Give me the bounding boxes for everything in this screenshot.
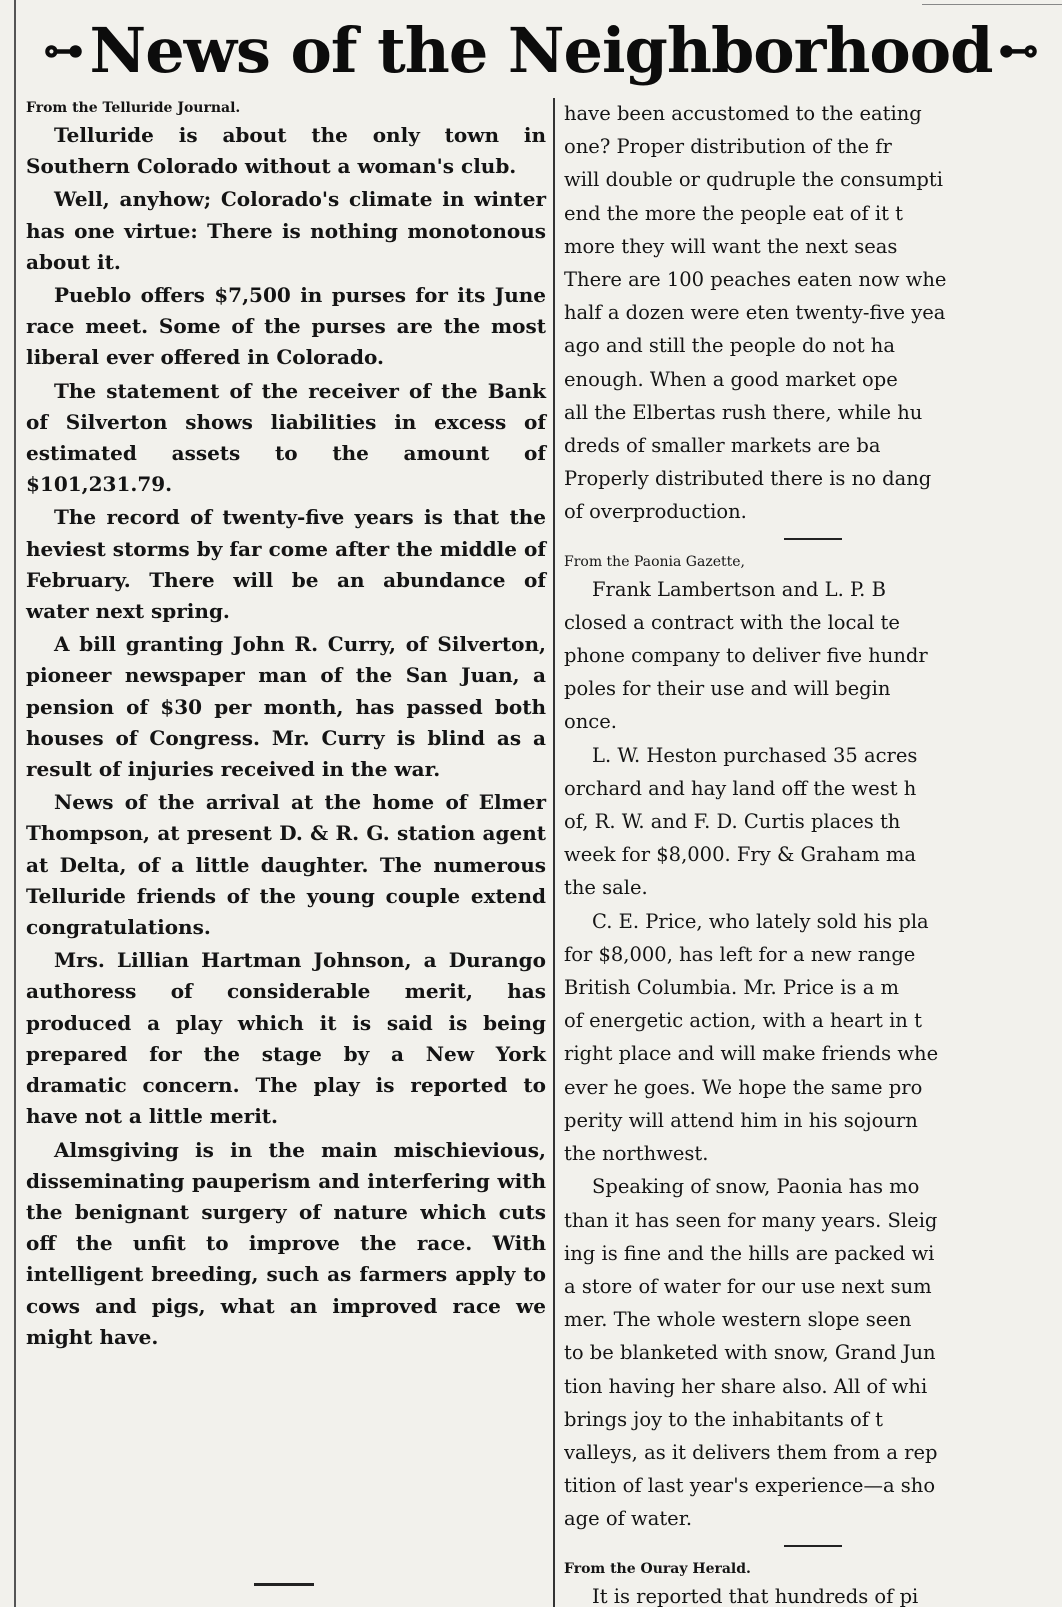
source-line: From the Ouray Herald. <box>564 1560 751 1577</box>
text-line: of overproduction. <box>564 500 747 524</box>
text-line: will double or qudruple the consumpti <box>564 168 943 192</box>
news-item: The record of twenty-five years is that the heviest storms by far come after the middle of February. There will be an abundance of water next spring. <box>26 505 546 624</box>
news-item: Almsgiving is in the main mischievious, disseminating pauperism and interfering with the benignant surgery of nature which cuts off the unfit to improve the race. With intelligent breeding, such as farmers apply to cows and pigs, what an improved race we might have. <box>26 1137 546 1349</box>
text-line: dreds of smaller markets are ba <box>564 434 881 458</box>
news-item: Telluride is about the only town in Southern Colorado without a woman's club. <box>26 123 546 179</box>
text-line: L. W. Heston purchased 35 acres <box>592 743 918 767</box>
news-item: The statement of the receiver of the Bank of Silverton shows liabilities in excess of estimated assets to the amount of $101,231.79. <box>26 378 546 497</box>
text-line: one? Proper distribution of the fr <box>564 135 892 159</box>
ouray-section <box>564 1581 1062 1607</box>
section-separator <box>784 538 842 540</box>
text-line: enough. When a good market ope <box>564 367 898 391</box>
news-item: Well, anyhow; Colorado's climate in winter has one virtue: There is nothing monotonous about it. <box>26 187 546 274</box>
left-ornament: ⊶ <box>43 26 84 74</box>
right-ornament: ⊷ <box>998 26 1039 74</box>
text-line: ago and still the people do not ha <box>564 334 895 358</box>
section-separator <box>254 1583 314 1586</box>
text-line: age of water. <box>564 1507 693 1531</box>
page-edge-rule <box>14 0 16 1607</box>
masthead-title: News of the Neighborhood <box>89 13 993 87</box>
text-line: tion having her share also. All of whi <box>564 1374 928 1398</box>
right-column <box>564 98 1062 1607</box>
text-line: closed a contract with the local te <box>564 610 900 634</box>
text-line: to be blanketed with snow, Grand Jun <box>564 1341 936 1365</box>
text-line: all the Elbertas rush there, while hu <box>564 400 923 424</box>
text-line: mer. The whole western slope seen <box>564 1308 912 1332</box>
text-line: perity will attend him in his sojourn <box>564 1108 918 1132</box>
text-line: It is reported that hundreds of pi <box>592 1584 919 1607</box>
section-separator <box>784 1545 842 1547</box>
text-line: week for $8,000. Fry & Graham ma <box>564 843 917 867</box>
left-column <box>26 98 546 1355</box>
text-line: ever he goes. We hope the same pro <box>564 1075 923 1099</box>
text-line: valleys, as it delivers them from a rep <box>564 1440 938 1464</box>
text-line: a store of water for our use next sum <box>564 1274 932 1298</box>
text-line: of, R. W. and F. D. Curtis places th <box>564 810 901 834</box>
source-line: From the Paonia Gazette, <box>564 553 745 570</box>
text-line: than it has seen for many years. Sleig <box>564 1208 938 1232</box>
text-line: for $8,000, has left for a new range <box>564 942 916 966</box>
text-line: half a dozen were eten twenty-five yea <box>564 301 946 325</box>
text-line: more they will want the next seas <box>564 234 898 258</box>
text-line: the northwest. <box>564 1142 709 1166</box>
text-line: There are 100 peaches eaten now whe <box>564 268 947 292</box>
news-item: Pueblo offers $7,500 in purses for its June race meet. Some of the purses are the most liberal ever offered in Colorado. <box>26 283 546 370</box>
text-line: once. <box>564 710 617 734</box>
text-line: of energetic action, with a heart in t <box>564 1009 922 1033</box>
text-line: tition of last year's experience—a sho <box>564 1474 936 1498</box>
text-line: poles for their use and will begin <box>564 677 891 701</box>
text-line: Frank Lambertson and L. P. B <box>592 577 886 601</box>
column-divider <box>553 98 555 1607</box>
source-line: From the Telluride Journal. <box>26 100 241 116</box>
text-line: end the more the people eat of it t <box>564 201 904 225</box>
text-line: British Columbia. Mr. Price is a m <box>564 976 900 1000</box>
text-line: C. E. Price, who lately sold his pla <box>592 909 929 933</box>
text-line: ing is fine and the hills are packed wi <box>564 1241 935 1265</box>
text-line: brings joy to the inhabitants of t <box>564 1407 883 1431</box>
continued-article <box>564 98 1062 528</box>
text-line: have been accustomed to the eating <box>564 102 922 125</box>
text-line: orchard and hay land off the west h <box>564 776 917 800</box>
paonia-section <box>564 574 1062 1535</box>
text-line: right place and will make friends whe <box>564 1042 939 1066</box>
text-line: Speaking of snow, Paonia has mo <box>592 1175 920 1199</box>
text-line: the sale. <box>564 876 648 900</box>
news-item: News of the arrival at the home of Elmer Thompson, at present D. & R. G. station agent at Delta, of a little daughter. The numerous Telluride friends of the young couple extend congratulations. <box>26 790 546 940</box>
text-line: Properly distributed there is no dang <box>564 467 932 491</box>
text-line: phone company to deliver five hundr <box>564 644 928 668</box>
news-item: Mrs. Lillian Hartman Johnson, a Durango authoress of considerable merit, has produced a play which it is said is being prepared for the stage by a New York dramatic concern. The play is reported to have not a little merit. <box>26 948 546 1129</box>
news-item: A bill granting John R. Curry, of Silverton, pioneer newspaper man of the San Juan, a pension of $30 per month, has passed both houses of Congress. Mr. Curry is blind as a result of injuries received in the war. <box>26 632 546 782</box>
masthead <box>20 4 1062 96</box>
